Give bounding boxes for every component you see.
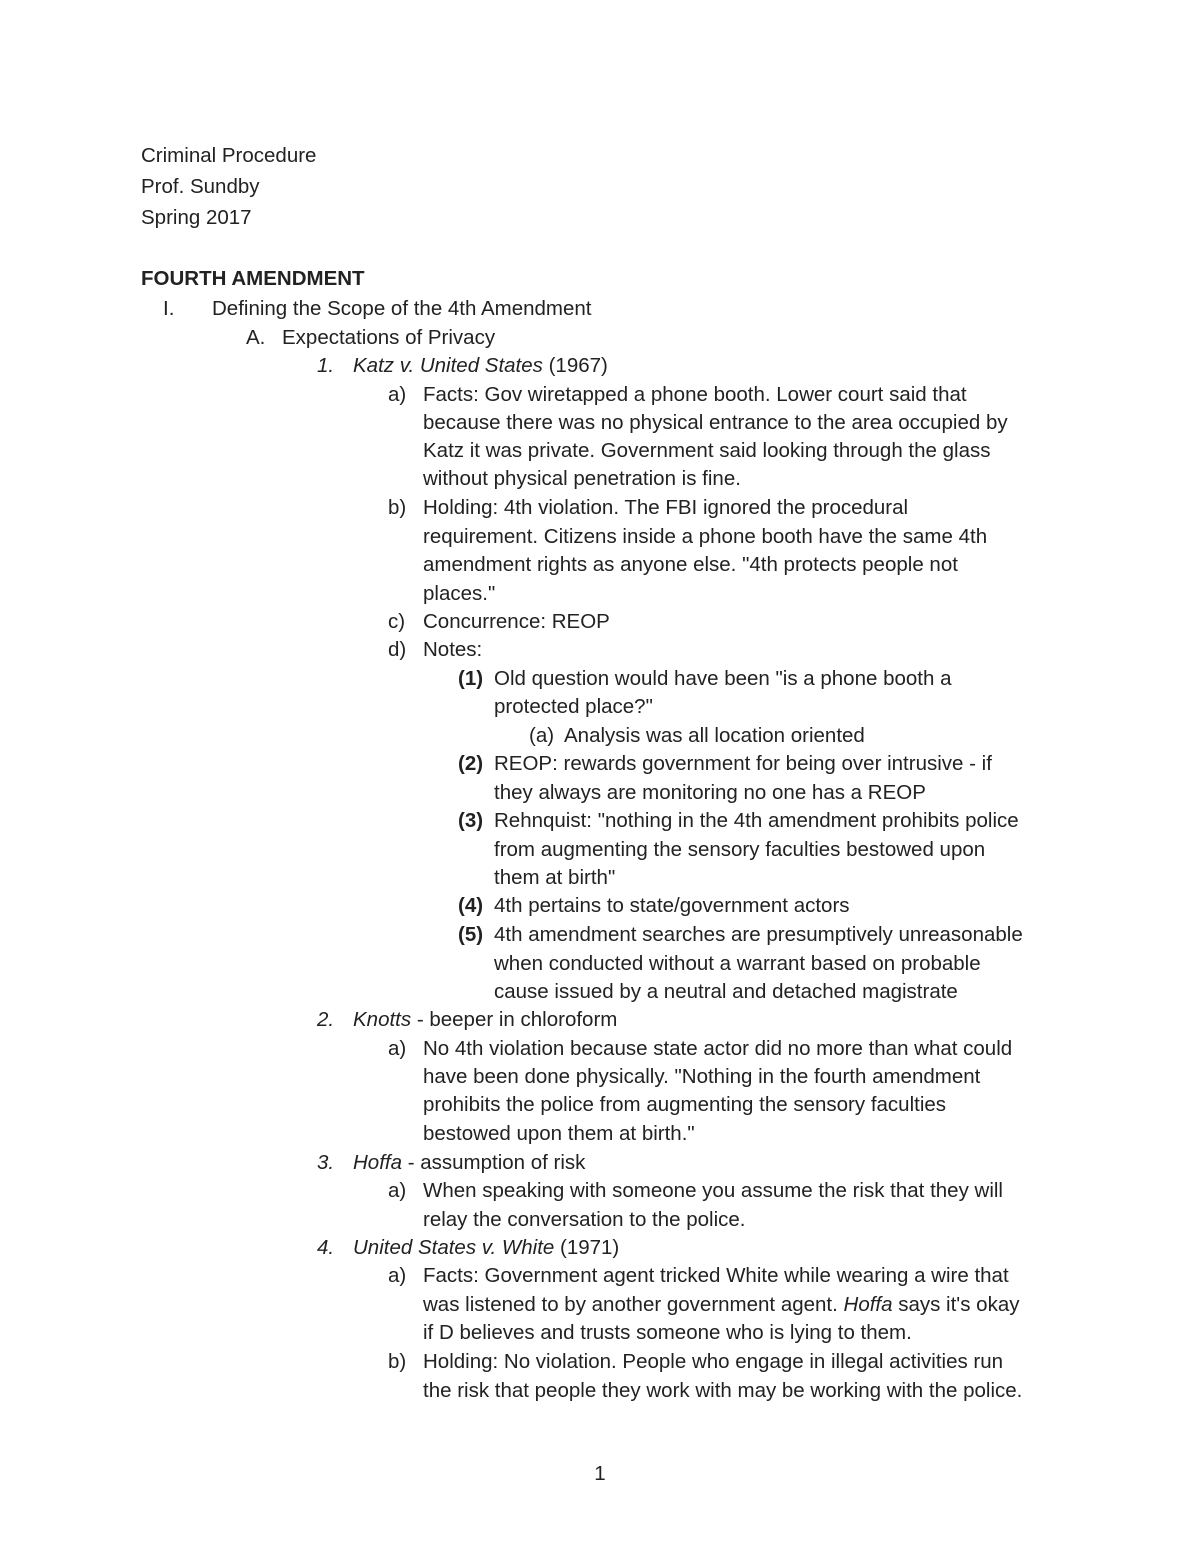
- outline-label-a: A.: [246, 326, 266, 349]
- note-label: (1): [458, 667, 484, 690]
- note-label: (5): [458, 923, 484, 946]
- note-line: REOP: rewards government for being over intrusive - if: [494, 752, 992, 775]
- note-label: (3): [458, 809, 484, 832]
- outline-heading-i: Defining the Scope of the 4th Amendment: [212, 297, 592, 320]
- note-line: they always are monitoring no one has a REOP: [494, 781, 926, 804]
- item-label-a: a): [388, 383, 407, 406]
- knotts-line: bestowed upon them at birth.": [423, 1122, 695, 1145]
- case-hoffa: [353, 1149, 585, 1177]
- item-label-b: b): [388, 496, 407, 519]
- katz-notes-heading: Notes:: [423, 638, 483, 661]
- katz-facts-line: without physical penetration is fine.: [423, 467, 741, 490]
- katz-facts-line: Facts: Gov wiretapped a phone booth. Lower court said that: [423, 383, 967, 406]
- knotts-line: No 4th violation because state actor did no more than what could: [423, 1037, 1013, 1060]
- professor-name: Prof. Sundby: [141, 175, 260, 198]
- white-facts-line: Facts: Government agent tricked White while wearing a wire that: [423, 1264, 1009, 1287]
- hoffa-line: relay the conversation to the police.: [423, 1208, 746, 1231]
- note-line: Rehnquist: "nothing in the 4th amendment prohibits police: [494, 809, 1019, 832]
- white-holding-line: Holding: No violation. People who engage in illegal activities run: [423, 1350, 1004, 1373]
- item-label-b: b): [388, 1350, 407, 1373]
- item-label-a: a): [388, 1179, 407, 1202]
- katz-holding-line: requirement. Citizens inside a phone booth have the same 4th: [423, 525, 988, 548]
- note-line: 4th amendment searches are presumptively unreasonable: [494, 923, 1023, 946]
- case-year: (1967): [542, 354, 608, 377]
- katz-facts-line: Katz it was private. Government said looking through the glass: [423, 439, 991, 462]
- case-name: Knotts: [353, 1008, 412, 1031]
- term: Spring 2017: [141, 206, 252, 229]
- hoffa-line: When speaking with someone you assume the risk that they will: [423, 1179, 1003, 1202]
- knotts-line: have been done physically. "Nothing in the fourth amendment: [423, 1065, 981, 1088]
- item-label-c: c): [388, 610, 406, 633]
- case-name: United States v. White: [353, 1236, 555, 1259]
- case-name: Hoffa: [353, 1151, 402, 1174]
- case-label-2: 2.: [317, 1008, 335, 1031]
- case-description: - beeper in chloroform: [411, 1008, 618, 1031]
- case-label-3: 3.: [317, 1151, 335, 1174]
- case-katz: [353, 352, 608, 380]
- knotts-line: prohibits the police from augmenting the sensory faculties: [423, 1093, 947, 1116]
- case-label-4: 4.: [317, 1236, 335, 1259]
- case-knotts: [353, 1006, 617, 1034]
- case-name: Katz v. United States: [353, 354, 543, 377]
- white-facts-line: if D believes and trusts someone who is lying to them.: [423, 1321, 912, 1344]
- note-line: cause issued by a neutral and detached magistrate: [494, 980, 958, 1003]
- katz-holding-line: amendment rights as anyone else. "4th protects people not: [423, 553, 958, 576]
- page-number: 1: [594, 1462, 606, 1485]
- text-segment: was listened to by another government agent.: [423, 1293, 844, 1316]
- case-description: - assumption of risk: [402, 1151, 586, 1174]
- section-title: FOURTH AMENDMENT: [141, 267, 365, 290]
- outline-label-i: I.: [163, 297, 175, 320]
- case-label-1: 1.: [317, 354, 335, 377]
- subnote-text: Analysis was all location oriented: [564, 724, 865, 747]
- item-label-a: a): [388, 1037, 407, 1060]
- subnote-label: (a): [529, 724, 555, 747]
- katz-holding-line: places.": [423, 582, 496, 605]
- note-label: (4): [458, 894, 484, 917]
- item-label-a: a): [388, 1264, 407, 1287]
- white-holding-line: the risk that people they work with may be working with the police.: [423, 1379, 1023, 1402]
- case-year: (1971): [554, 1236, 620, 1259]
- note-line: Old question would have been "is a phone booth a: [494, 667, 952, 690]
- note-line: them at birth": [494, 866, 616, 889]
- item-label-d: d): [388, 638, 407, 661]
- note-line: 4th pertains to state/government actors: [494, 894, 850, 917]
- katz-concurrence: Concurrence: REOP: [423, 610, 610, 633]
- katz-facts-line: because there was no physical entrance to the area occupied by: [423, 411, 1008, 434]
- note-line: protected place?": [494, 695, 653, 718]
- course-title: Criminal Procedure: [141, 144, 317, 167]
- white-facts-line: [423, 1291, 1019, 1319]
- outline-heading-a: Expectations of Privacy: [282, 326, 496, 349]
- note-line: when conducted without a warrant based on probable: [494, 952, 981, 975]
- katz-holding-line: Holding: 4th violation. The FBI ignored the procedural: [423, 496, 909, 519]
- note-label: (2): [458, 752, 484, 775]
- case-reference: Hoffa: [843, 1293, 893, 1316]
- text-segment: says it's okay: [892, 1293, 1020, 1316]
- case-white: [353, 1234, 619, 1262]
- note-line: from augmenting the sensory faculties bestowed upon: [494, 838, 986, 861]
